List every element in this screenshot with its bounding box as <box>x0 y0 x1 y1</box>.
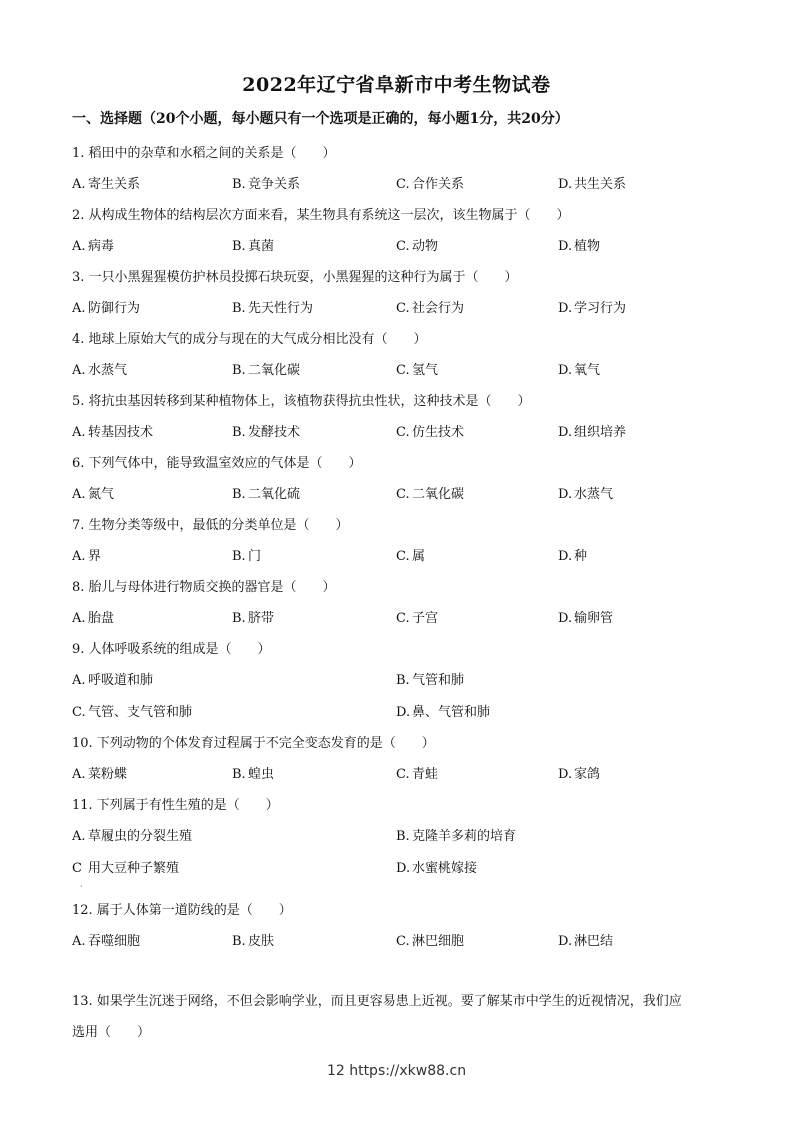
answer-option <box>232 607 274 626</box>
answer-option <box>396 825 516 844</box>
answer-option <box>232 235 274 254</box>
option-text: 先天性行为 <box>248 301 314 316</box>
answer-option <box>232 173 300 192</box>
option-text: 氢气 <box>412 363 439 378</box>
answer-option <box>396 545 425 564</box>
option-text: 寄生关系 <box>88 177 141 192</box>
page-footer: 12 https://xkw88.cn <box>326 1063 467 1079</box>
option-label: D. <box>558 934 573 949</box>
question-stem: 2. 从构成生物体的结构层次方面来看，某生物具有系统这一层次，该生物属于（ ） <box>72 208 570 223</box>
option-text: 发酵技术 <box>248 425 301 440</box>
option-label: A. <box>72 611 86 626</box>
option-label: A. <box>72 487 86 502</box>
option-text: 克隆羊多莉的培育 <box>412 829 517 844</box>
option-text: 真菌 <box>248 239 275 254</box>
option-label: B. <box>232 549 246 564</box>
option-text: 蝗虫 <box>248 767 275 782</box>
question-stem: 5. 将抗虫基因转移到某种植物体上，该植物获得抗虫性状，这种技术是（ ） <box>72 394 531 409</box>
answer-option <box>396 297 464 316</box>
answer-option <box>232 421 300 440</box>
answer-option <box>72 297 140 316</box>
option-text: 皮肤 <box>248 934 275 949</box>
answer-option <box>232 297 313 316</box>
option-label: C. <box>396 767 410 782</box>
answer-option <box>558 607 613 626</box>
option-text: 界 <box>88 549 102 564</box>
answer-option <box>396 235 438 254</box>
option-text: 吞噬细胞 <box>88 934 141 949</box>
option-label: A. <box>72 549 86 564</box>
option-text: 水蒸气 <box>574 487 614 502</box>
option-text: 属 <box>412 549 426 564</box>
answer-option <box>558 173 626 192</box>
question-stem: 9. 人体呼吸系统的组成是（ ） <box>72 642 271 657</box>
option-text: 二氧化碳 <box>412 487 465 502</box>
answer-option <box>72 669 153 688</box>
option-label: A. <box>72 829 86 844</box>
option-text: 仿生技术 <box>412 425 465 440</box>
option-text: 输卵管 <box>574 611 614 626</box>
answer-option <box>72 607 114 626</box>
option-text: 子宫 <box>412 611 439 626</box>
option-text: 气管和肺 <box>412 673 465 688</box>
option-text: 学习行为 <box>574 301 627 316</box>
option-text: 青蛙 <box>412 767 439 782</box>
option-label: C. <box>396 934 410 949</box>
option-label: D. <box>558 767 573 782</box>
answer-option <box>558 763 600 782</box>
option-text: 合作关系 <box>412 177 465 192</box>
answer-option <box>558 359 600 378</box>
option-text: 组织培养 <box>574 425 627 440</box>
answer-option <box>558 545 587 564</box>
option-text: 共生关系 <box>574 177 627 192</box>
option-label: B. <box>396 829 410 844</box>
answer-option <box>558 421 626 440</box>
option-text: 社会行为 <box>412 301 465 316</box>
question-stem: 6. 下列气体中，能导致温室效应的气体是（ ） <box>72 456 362 471</box>
option-label: A. <box>72 673 86 688</box>
option-label: A. <box>72 177 86 192</box>
option-label: B. <box>232 363 246 378</box>
option-label: B. <box>396 673 410 688</box>
question-stem: 12. 属于人体第一道防线的是（ ） <box>72 903 292 918</box>
option-label: C. <box>396 549 410 564</box>
answer-option <box>396 669 464 688</box>
stray-mark: · <box>80 882 83 891</box>
option-label: C. <box>396 177 410 192</box>
option-label: A. <box>72 239 86 254</box>
option-label: A. <box>72 425 86 440</box>
answer-option <box>72 235 114 254</box>
option-text: 动物 <box>412 239 439 254</box>
option-text: 水蒸气 <box>88 363 128 378</box>
option-text: 氮气 <box>88 487 115 502</box>
option-label: D. <box>396 705 411 720</box>
option-label: B. <box>232 425 246 440</box>
option-text: 淋巴细胞 <box>412 934 465 949</box>
option-text: 门 <box>248 549 262 564</box>
option-label: B. <box>232 239 246 254</box>
question-stem: 1. 稻田中的杂草和水稻之间的关系是（ ） <box>72 146 336 161</box>
option-text: 植物 <box>574 239 601 254</box>
answer-option <box>558 297 626 316</box>
answer-option <box>232 359 300 378</box>
question-stem: 3. 一只小黑猩猩模仿护林员投掷石块玩耍，小黑猩猩的这种行为属于（ ） <box>72 270 518 285</box>
answer-option <box>72 701 192 720</box>
answer-option <box>232 483 300 502</box>
option-label: D. <box>558 611 573 626</box>
question-13-stem-cont: 选用（ ） <box>72 1025 151 1040</box>
answer-option <box>72 545 101 564</box>
question-stem: 4. 地球上原始大气的成分与现在的大气成分相比没有（ ） <box>72 332 427 347</box>
option-label: D. <box>558 487 573 502</box>
option-label: C. <box>396 487 410 502</box>
question-stem: 11. 下列属于有性生殖的是（ ） <box>72 798 279 813</box>
option-text: 氧气 <box>574 363 601 378</box>
option-text: 二氧化硫 <box>248 487 301 502</box>
option-label: B. <box>232 487 246 502</box>
option-text: 病毒 <box>88 239 115 254</box>
option-label: B. <box>232 301 246 316</box>
option-label: C. <box>396 301 410 316</box>
answer-option <box>72 763 127 782</box>
option-text: 菜粉蝶 <box>88 767 128 782</box>
option-label: D. <box>396 861 411 876</box>
option-label: C. <box>396 425 410 440</box>
answer-option <box>232 545 261 564</box>
answer-option <box>72 421 153 440</box>
option-text: 水蜜桃嫁接 <box>412 861 478 876</box>
question-stem: 7. 生物分类等级中，最低的分类单位是（ ） <box>72 518 349 533</box>
question-13-stem: 13. 如果学生沉迷于网络，不但会影响学业，而且更容易患上近视。要了解某市中学生的近视情况，我们应 <box>72 994 682 1009</box>
option-text: 鼻、气管和肺 <box>412 705 491 720</box>
answer-option <box>232 930 274 949</box>
option-label: C. <box>396 363 410 378</box>
answer-option <box>396 857 477 876</box>
answer-option <box>72 857 179 876</box>
option-label: B. <box>232 177 246 192</box>
page-title: 2022年辽宁省阜新市中考生物试卷 <box>242 74 551 96</box>
answer-option <box>72 359 127 378</box>
option-label: A. <box>72 934 86 949</box>
option-text: 家鸽 <box>574 767 601 782</box>
answer-option <box>558 235 600 254</box>
answer-option <box>72 483 114 502</box>
answer-option <box>558 483 613 502</box>
option-label: D. <box>558 363 573 378</box>
section-heading: 一、选择题（20个小题，每小题只有一个选项是正确的，每小题1分，共20分） <box>72 111 569 127</box>
option-text: 种 <box>574 549 588 564</box>
option-label: A. <box>72 767 86 782</box>
answer-option <box>396 607 438 626</box>
option-label: C <box>72 861 82 876</box>
option-label: C. <box>396 611 410 626</box>
answer-option <box>396 930 464 949</box>
answer-option <box>396 421 464 440</box>
option-text: 转基因技术 <box>88 425 154 440</box>
answer-option <box>396 359 438 378</box>
option-text: 气管、支气管和肺 <box>88 705 193 720</box>
answer-option <box>396 483 464 502</box>
option-text: 草履虫的分裂生殖 <box>88 829 193 844</box>
option-text: 竞争关系 <box>248 177 301 192</box>
option-label: D. <box>558 239 573 254</box>
answer-option <box>558 930 613 949</box>
question-stem: 8. 胎儿与母体进行物质交换的器官是（ ） <box>72 580 336 595</box>
question-stem: 10. 下列动物的个体发育过程属于不完全变态发育的是（ ） <box>72 736 435 751</box>
option-label: D. <box>558 177 573 192</box>
option-text: 脐带 <box>248 611 275 626</box>
answer-option <box>72 930 140 949</box>
option-label: B. <box>232 934 246 949</box>
option-label: D. <box>558 549 573 564</box>
option-text: 胎盘 <box>88 611 115 626</box>
option-label: B. <box>232 767 246 782</box>
answer-option <box>72 825 192 844</box>
option-label: A. <box>72 363 86 378</box>
option-label: C. <box>396 239 410 254</box>
option-text: 淋巴结 <box>574 934 614 949</box>
option-label: B. <box>232 611 246 626</box>
answer-option <box>396 701 490 720</box>
option-text: 用大豆种子繁殖 <box>88 861 180 876</box>
option-text: 呼吸道和肺 <box>88 673 154 688</box>
answer-option <box>72 173 140 192</box>
option-label: D. <box>558 425 573 440</box>
option-label: C. <box>72 705 86 720</box>
answer-option <box>232 763 274 782</box>
answer-option <box>396 763 438 782</box>
option-text: 防御行为 <box>88 301 141 316</box>
option-label: D. <box>558 301 573 316</box>
option-text: 二氧化碳 <box>248 363 301 378</box>
option-label: A. <box>72 301 86 316</box>
answer-option <box>396 173 464 192</box>
